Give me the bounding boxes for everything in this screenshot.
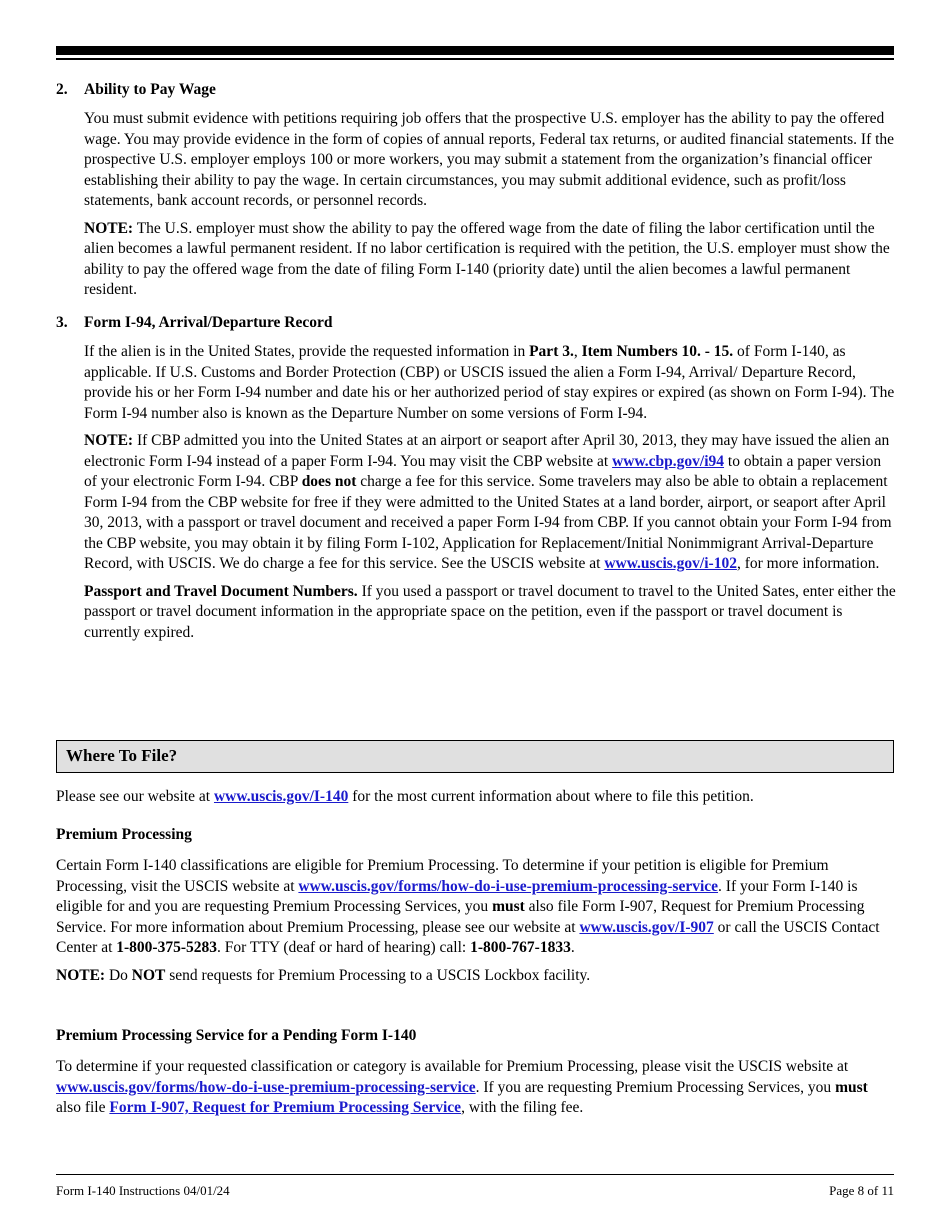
where-to-file-text: Please see our website at www.uscis.gov/I-140 for the most current information about where to file this petition. — [56, 788, 754, 805]
where-to-file-section-header — [56, 740, 894, 773]
page-number: Page 8 of 11 — [829, 1183, 894, 1198]
item-2-heading — [56, 80, 216, 100]
passport-paragraph: Passport and Travel Document Numbers. If you used a passport or travel document to travel to the United Sates, enter either the passport or travel document information in the appropriate space on the petition, even if the passport or travel document is currently expired. — [84, 582, 896, 641]
item-3-note: NOTE: If CBP admitted you into the United States at an airport or seaport after April 30, 2013, they may have issued the alien an electronic Form I-94 instead of a paper Form I-94. You may visit the CBP website at www.cbp.gov/i94 to obtain a paper version of your electronic Form I-94. CBP does not charge a fee for this service. Some travelers may also be able to obtain a replacement Form I-94 from the CBP website for free if they were admitted to the United States at a land border, airport, or seaport after April 30, 2013, with a passport or travel document and received a paper Form I-94 from CBP. If you cannot obtain your Form I-94 from the CBP website, you may obtain it by filing Form I-102, Application for Replacement/Initial Nonimmigrant Arrival-Departure Record, with USCIS. We do charge a fee for this service. See the USCIS website at www.uscis.gov/i-102, for more information. — [84, 432, 892, 572]
item-3-paragraph: If the alien is in the United States, provide the requested information in Part 3., Item Numbers 10. - 15. of Form I-140, as applicable. If U.S. Customs and Border Protection (CBP) or USCIS issued the alien a Form I-94, Arrival/ Departure Record, provide his or her Form I-94 number and date his or her authorized period of stay expires or expired (as shown on Form I-94). The Form I-94 number also is known as the Departure Number on some versions of Form I-94. — [84, 343, 895, 422]
note-label: NOTE: — [84, 432, 134, 449]
uscis-i140-link[interactable]: www.uscis.gov/I-140 — [213, 788, 349, 805]
item-3-title: Form I-94, Arrival/Departure Record — [84, 314, 333, 331]
tty-phone: 1-800-767-1833 — [470, 939, 571, 956]
premium-processing-link-2[interactable]: www.uscis.gov/forms/how-do-i-use-premium-processing-service — [56, 1078, 476, 1096]
item-3-body — [84, 342, 896, 643]
pending-premium-body: To determine if your requested classification or category is available for Premium Processing, please visit the USCIS website at www.uscis.gov/forms/how-do-i-use-premium-processing-service. If you are requesting Premium Processing Services, you must also file Form I-907, Request for Premium Processing Service, with the filing fee. — [56, 1058, 868, 1116]
top-rule-thick — [56, 46, 894, 55]
footer-rule — [56, 1174, 894, 1175]
premium-processing-heading: Premium Processing — [56, 826, 192, 843]
item-2-number: 2. — [56, 81, 68, 98]
top-rule-thin — [56, 58, 894, 60]
premium-note: NOTE: Do NOT send requests for Premium Processing to a USCIS Lockbox facility. — [56, 966, 591, 984]
footer-form-id: Form I-140 Instructions 04/01/24 — [56, 1183, 230, 1198]
premium-processing-link[interactable]: www.uscis.gov/forms/how-do-i-use-premium-processing-service — [298, 877, 719, 895]
note-label: NOTE: — [84, 219, 134, 237]
item-2-paragraph: You must submit evidence with petitions requiring job offers that the prospective U.S. employer has the ability to pay the offered wage. You may provide evidence in the form of copies of annual reports, Federal tax returns, or audited financial statements. If the prospective U.S. employer employs 100 or more workers, you may submit a statement from the organization’s financial officer establishing their ability to pay the wage. In certain circumstances, you may submit additional evidence, such as profit/loss statements, bank account records, or personnel records. — [84, 110, 895, 209]
passport-label: Passport and Travel Document Numbers. — [84, 582, 358, 600]
item-3-heading — [56, 313, 333, 333]
page-footer — [56, 1183, 894, 1199]
pending-premium-heading: Premium Processing Service for a Pending Form I-140 — [56, 1027, 417, 1044]
cbp-i94-link[interactable]: www.cbp.gov/i94 — [612, 452, 725, 470]
premium-processing-body — [56, 856, 896, 986]
item-2-note: NOTE: The U.S. employer must show the ability to pay the offered wage from the date of filing the labor certification until the alien becomes a lawful permanent resident. If no labor certification is required with the petition, the U.S. employer must show the ability to pay the offered wage from the date of filing Form I-140 (priority date) until the alien becomes a lawful permanent resident. — [84, 219, 890, 298]
item-3-number: 3. — [56, 314, 68, 331]
premium-paragraph: Certain Form I-140 classifications are eligible for Premium Processing. To determine if your petition is eligible for Premium Processing, visit the USCIS website at www.uscis.gov/forms/how-do-i-use-premium-processing-service. If your Form I-140 is eligible for and you are requesting Premium Processing Services, you must also file Form I-907, Request for Premium Processing Service. For more information about Premium Processing, please see our website at www.uscis.gov/I-907 or call the USCIS Contact Center at 1-800-375-5283. For TTY (deaf or hard of hearing) call: 1-800-767-1833. — [56, 857, 880, 956]
item-2-title: Ability to Pay Wage — [84, 81, 216, 98]
section-title: Where To File? — [66, 746, 178, 765]
uscis-i907-link[interactable]: www.uscis.gov/I-907 — [579, 918, 714, 936]
uscis-i102-link[interactable]: www.uscis.gov/i-102 — [604, 555, 737, 572]
item-2-body — [84, 109, 896, 301]
contact-phone: 1-800-375-5283 — [116, 939, 218, 956]
form-i907-link[interactable]: Form I-907, Request for Premium Processing Service — [109, 1099, 462, 1116]
note-label: NOTE: — [56, 966, 106, 984]
